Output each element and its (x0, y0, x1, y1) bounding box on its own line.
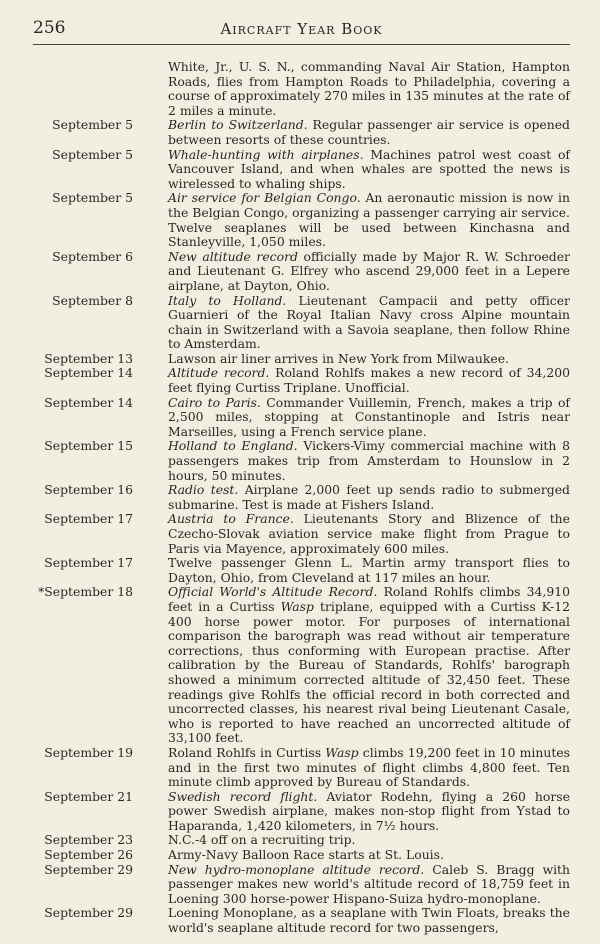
entry-text: officially made by Major R. W. Schroeder and Lieutenant G. Elfrey who ascend 29,000 feet in a Lepere airplane, at Dayton, Ohio. (168, 248, 570, 293)
chronology-entry (0, 60, 600, 118)
chronology-entry (0, 148, 600, 192)
chronology-entry (0, 118, 600, 147)
chronology-entry (0, 863, 600, 907)
chronology-entry (0, 833, 600, 848)
entry-text: Regular passenger air service is opened between resorts of these countries. (168, 117, 570, 147)
entry-date: September 5 (52, 117, 133, 133)
entry-text: Roland Rohlfs climbs 34,910 feet in a Curtiss (168, 584, 570, 614)
entry-text: Lawson air liner arrives in New York from Milwaukee. (168, 350, 509, 366)
entry-date: September 8 (52, 292, 133, 308)
entry-date: September 17 (44, 511, 133, 527)
entry-title: Radio test. (168, 482, 239, 498)
aircraft-name: Wasp (280, 598, 314, 614)
entry-title: New altitude record (168, 248, 298, 264)
entry-title: Berlin to Switzerland. (168, 117, 308, 133)
entry-text: Commander Vuillemin, French, makes a trip of 2,500 miles, stopping at Constantinople and Istris near Marseilles, using a French service plane. (168, 394, 570, 439)
entry-text: Twelve passenger Glenn L. Martin army transport flies to Dayton, Ohio, from Cleveland at 117 miles an hour. (168, 555, 570, 585)
entry-title: New hydro-monoplane altitude record. (168, 861, 425, 877)
entry-title: Austria to France. (168, 511, 294, 527)
page-number: 256 (33, 18, 66, 38)
entry-text-continued: climbs 19,200 feet in 10 minutes and in the first two minutes of flight climbs 4,800 feet. Ten minute climb approved by Bureau of Standards. (168, 744, 570, 790)
entry-title: Swedish record flight. (168, 788, 318, 804)
chronology-list (0, 60, 600, 936)
header-rule (33, 44, 570, 45)
chronology-entry (0, 366, 600, 395)
chronology-entry (0, 556, 600, 585)
chronology-entry (0, 396, 600, 440)
entry-date: September 19 (44, 744, 133, 760)
entry-date: September 26 (44, 847, 133, 863)
entry-text: An aeronautic mission is now in the Belgian Congo, organizing a passenger carrying air service. Twelve seaplanes will be used between Kinchasna and Stanleyville, 1,050 miles. (168, 190, 570, 250)
entry-text-continued: triplane, equipped with a Curtiss K-12 400 horse power motor. For purposes of international comparison the barograph was read without air temperature corrections, thus conforming with European practise. After calibration by the Bureau of Standards, Rohlfs' barograph showed a minimum corrected altitude of 32,450 feet. These readings give Rohlfs the official record in both corrected and uncorrected classes, his nearest rival being Lieutenant Casale, who is reported to have reached an uncorrected altitude of 33,100 feet. (168, 598, 570, 746)
entry-date: September 17 (44, 555, 133, 571)
entry-text: Vickers-Vimy commercial machine with 8 passengers makes trip from Amsterdam to Hounslow in 2 hours, 50 minutes. (168, 438, 570, 483)
entry-text: Aviator Rodehn, flying a 260 horse power Swedish airplane, makes non-stop flight from Ystad to Haparanda, 1,420 kilometers, in 7½ hours. (168, 788, 570, 833)
chronology-entry (0, 585, 600, 746)
entry-date: September 14 (44, 365, 133, 381)
entry-date: September 29 (44, 905, 133, 921)
entry-title: Whale-hunting with airplanes. (168, 146, 364, 162)
chronology-entry (0, 294, 600, 352)
chronology-entry (0, 848, 600, 863)
entry-text: Lieutenants Story and Blizence of the Czecho-Slovak aviation service make flight from Prague to Paris via Mayence, approximately 600 miles. (168, 511, 570, 556)
running-title: Aircraft Year Book (220, 20, 383, 38)
entry-title: Air service for Belgian Congo. (168, 190, 361, 206)
entry-date: September 29 (44, 861, 133, 877)
entry-text: White, Jr., U. S. N., commanding Naval Air Station, Hampton Roads, flies from Hampton Roads to Philadelphia, covering a course of approximately 270 miles in 135 minutes at the rate of 2 miles a minute. (168, 59, 570, 118)
entry-date: September 21 (44, 788, 133, 804)
aircraft-name: Wasp (325, 744, 359, 760)
entry-date: *September 18 (38, 584, 133, 600)
entry-text: Caleb S. Bragg with passenger makes new world's altitude record of 18,759 feet in Loening 300 horse-power Hispano-Suiza hydro-monoplane. (168, 861, 570, 906)
entry-text: Roland Rohlfs makes a new record of 34,200 feet flying Curtiss Triplane. Unofficial. (168, 365, 570, 396)
chronology-entry (0, 906, 600, 935)
chronology-entry (0, 250, 600, 294)
chronology-entry (0, 191, 600, 249)
entry-date: September 16 (44, 482, 133, 498)
entry-date: September 6 (52, 248, 133, 264)
entry-text: N.C.-4 off on a recruiting trip. (168, 832, 356, 848)
entry-date: September 5 (52, 190, 133, 206)
entry-text: Roland Rohlfs in Curtiss (168, 744, 326, 760)
entry-title: Altitude record. (168, 365, 270, 381)
entry-date: September 13 (44, 350, 133, 366)
entry-date: September 23 (44, 832, 133, 848)
entry-text: Lieutenant Campacii and petty officer Guarnieri of the Royal Italian Navy cross Alpine mountain chain in Switzerland with a Savoia seaplane, then follow Rhine to Amsterdam. (168, 292, 570, 352)
entry-text: Loening Monoplane, as a seaplane with Twin Floats, breaks the world's seaplane altitude record for two passengers, (168, 905, 570, 936)
entry-text: Machines patrol west coast of Vancouver Island, and when whales are spotted the news is wirelessed to whaling ships. (168, 146, 570, 191)
chronology-entry (0, 439, 600, 483)
entry-text: Army-Navy Balloon Race starts at St. Louis. (168, 847, 444, 863)
entry-date: September 15 (44, 438, 133, 454)
entry-date: September 14 (44, 394, 133, 410)
entry-text: Airplane 2,000 feet up sends radio to submerged submarine. Test is made at Fishers Island. (168, 482, 570, 512)
entry-title: Cairo to Paris. (168, 394, 261, 410)
page-header (33, 18, 570, 40)
entry-title: Italy to Holland. (168, 292, 287, 308)
entry-date: September 5 (52, 146, 133, 162)
chronology-entry (0, 746, 600, 790)
entry-title: Holland to England. (168, 438, 298, 454)
chronology-entry (0, 790, 600, 834)
chronology-entry (0, 512, 600, 556)
entry-title: Official World's Altitude Record. (168, 584, 378, 600)
chronology-entry (0, 483, 600, 512)
chronology-entry (0, 352, 600, 367)
